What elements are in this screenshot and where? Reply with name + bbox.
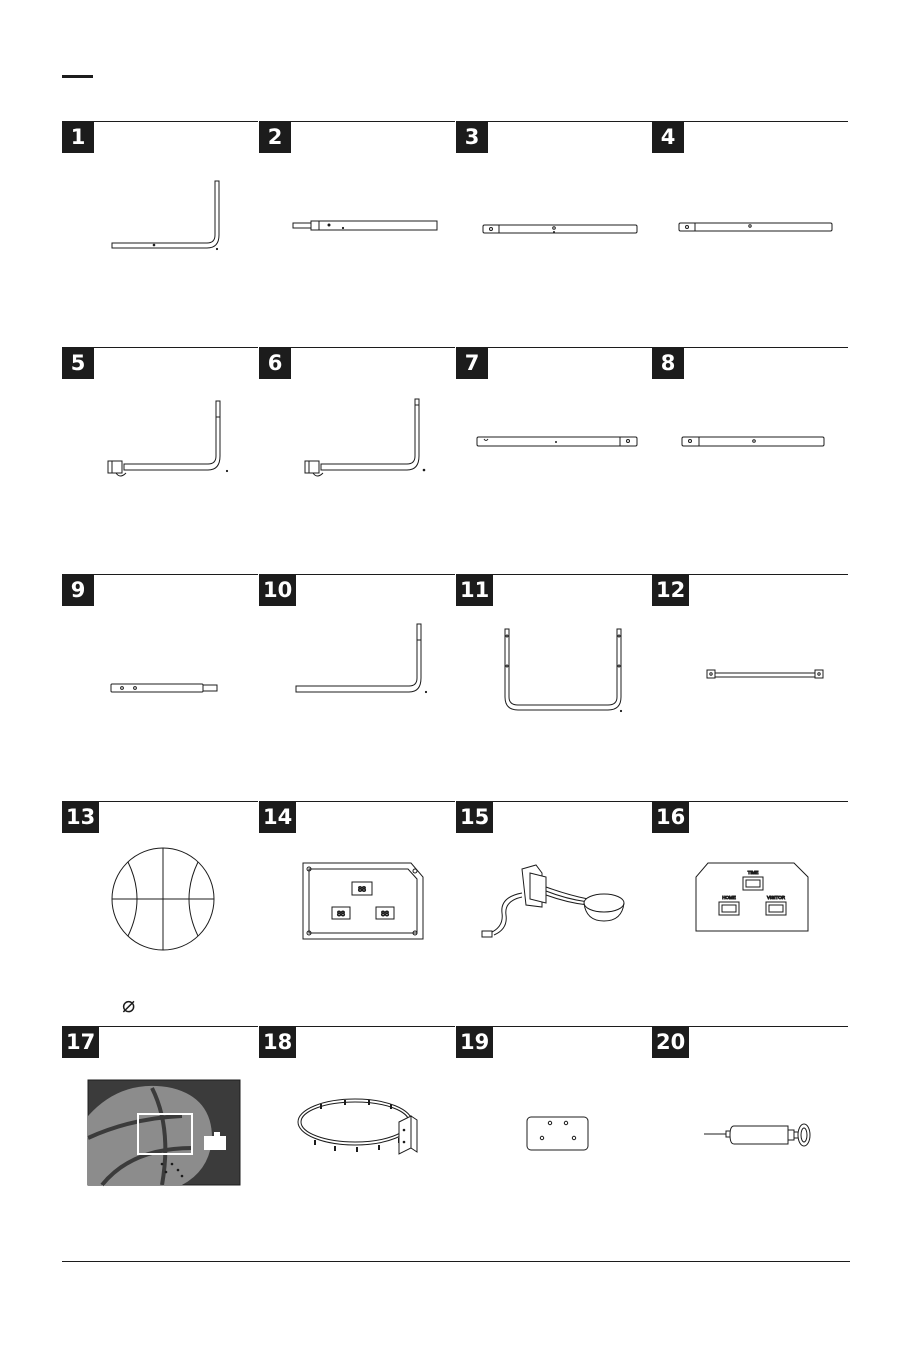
short-tube-icon xyxy=(62,606,258,786)
straight-tube-icon xyxy=(652,379,848,559)
mounting-plate-icon xyxy=(456,1058,652,1238)
diameter-symbol: ⌀ xyxy=(122,993,136,1018)
part-cell-9 xyxy=(62,574,258,800)
part-number: 1 xyxy=(62,121,94,153)
part-cell-17 xyxy=(62,1026,258,1252)
part-number: 10 xyxy=(259,574,296,606)
l-tube-with-clamp-icon xyxy=(259,379,455,559)
part-number: 19 xyxy=(456,1026,493,1058)
header-dash xyxy=(62,75,93,78)
part-number: 3 xyxy=(456,121,488,153)
time-label: TIME xyxy=(747,870,759,875)
part-cell-13 xyxy=(62,801,258,1027)
part-cell-11 xyxy=(456,574,652,800)
basketball-icon xyxy=(62,833,258,1013)
part-cell-19 xyxy=(456,1026,652,1252)
part-number: 15 xyxy=(456,801,493,833)
hoop-rim-icon xyxy=(259,1058,455,1238)
part-cell-14 xyxy=(259,801,455,1027)
control-panel-icon xyxy=(652,833,848,1013)
part-number: 18 xyxy=(259,1026,296,1058)
part-number: 13 xyxy=(62,801,99,833)
part-cell-5 xyxy=(62,347,258,573)
part-cell-4 xyxy=(652,121,848,347)
part-number: 7 xyxy=(456,347,488,379)
part-number: 9 xyxy=(62,574,94,606)
scoreboard-digits: 88 xyxy=(337,911,345,918)
part-number: 17 xyxy=(62,1026,99,1058)
part-number: 5 xyxy=(62,347,94,379)
part-cell-7 xyxy=(456,347,652,573)
part-cell-12 xyxy=(652,574,848,800)
straight-tube-icon xyxy=(456,379,652,559)
part-number: 12 xyxy=(652,574,689,606)
part-cell-10 xyxy=(259,574,455,800)
part-number: 16 xyxy=(652,801,689,833)
sensor-with-cable-icon xyxy=(456,833,652,1013)
part-cell-20 xyxy=(652,1026,848,1252)
footer-rule xyxy=(62,1261,850,1262)
home-label: HOME xyxy=(722,895,736,900)
part-number: 8 xyxy=(652,347,684,379)
cross-bar-icon xyxy=(652,606,848,786)
part-cell-8 xyxy=(652,347,848,573)
straight-tube-icon xyxy=(652,153,848,333)
part-cell-1 xyxy=(62,121,258,347)
part-number: 14 xyxy=(259,801,296,833)
part-cell-6 xyxy=(259,347,455,573)
part-cell-18 xyxy=(259,1026,455,1252)
part-number: 20 xyxy=(652,1026,689,1058)
part-number: 4 xyxy=(652,121,684,153)
scoreboard-digits: 88 xyxy=(358,886,366,894)
scoreboard-digits: 88 xyxy=(381,911,389,918)
scoreboard-panel-icon xyxy=(259,833,455,1013)
part-number: 2 xyxy=(259,121,291,153)
air-pump-icon xyxy=(652,1058,848,1238)
straight-tube-icon xyxy=(456,153,652,333)
part-cell-16 xyxy=(652,801,848,1027)
straight-tube-icon xyxy=(259,153,455,333)
l-shaped-tube-icon xyxy=(259,606,455,786)
part-cell-3 xyxy=(456,121,652,347)
u-shaped-tube-icon xyxy=(456,606,652,786)
visitor-label: VISITOR xyxy=(767,895,785,900)
part-cell-2 xyxy=(259,121,455,347)
l-tube-with-clamp-icon xyxy=(62,379,258,559)
part-cell-15 xyxy=(456,801,652,1027)
backboard-icon xyxy=(62,1058,258,1238)
part-number: 11 xyxy=(456,574,493,606)
l-shaped-tube-icon xyxy=(62,153,258,333)
part-number: 6 xyxy=(259,347,291,379)
